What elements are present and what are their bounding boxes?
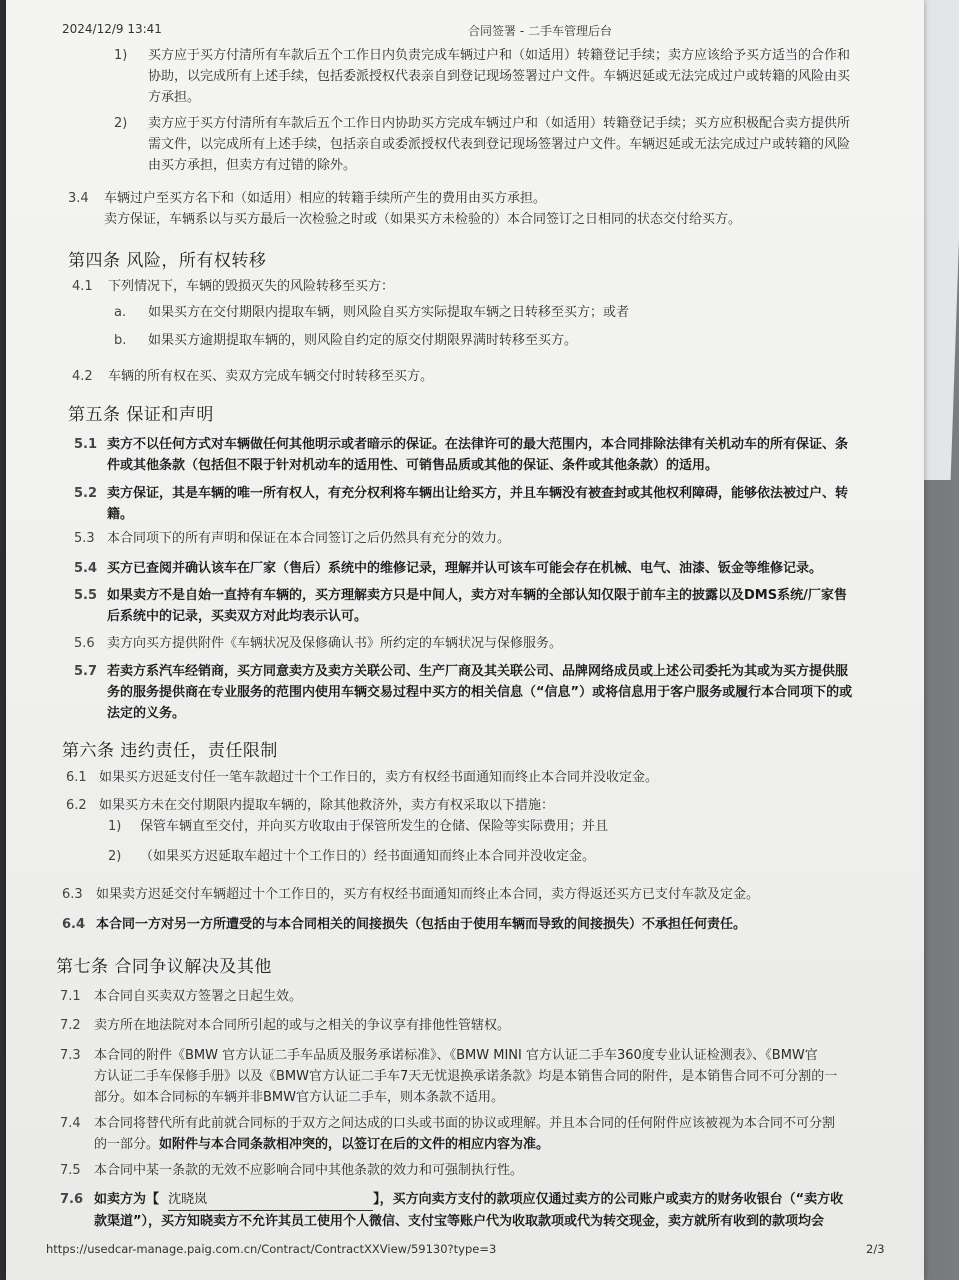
clause-text: 本合同中某一条款的无效不应影响合同中其他条款的效力和可强制执行性。 (94, 1163, 524, 1178)
text-line: 协助，以完成所有上述手续，包括委派授权代表亲自到登记现场签署过户文件。车辆迟延或无法完成过户或转籍的风险由买 (148, 69, 851, 84)
clause-text (107, 661, 852, 724)
clause-number: 5.6 (74, 636, 95, 651)
text-line: 法定的义务。 (107, 706, 186, 721)
clause-number: 7.5 (60, 1163, 81, 1178)
footer-url: https://usedcar-manage.paig.com.cn/Contract/ContractXXView/59130?type=3 (46, 1242, 497, 1256)
text-line: 若卖方系汽车经销商，买方同意卖方及卖方关联公司、生产厂商及其关联公司、品牌网络成员或上述公司委托为其或为买方提供服 (107, 664, 849, 679)
print-datetime: 2024/12/9 13:41 (62, 22, 162, 36)
clause-number: 3.4 (68, 191, 89, 206)
clause-number: 6.4 (62, 917, 86, 932)
text-line: 车辆过户至买方名下和（如适用）相应的转籍手续所产生的费用由买方承担。 (104, 191, 547, 206)
seller-name-value: 沈晓岚 (168, 1192, 208, 1207)
item-number: 1) (114, 48, 128, 63)
clause-text (104, 188, 741, 230)
clause-text: 本合同自买卖双方签署之日起生效。 (94, 989, 303, 1004)
clause-text (107, 483, 848, 525)
clause-number: 4.2 (72, 369, 93, 384)
text-line: 需文件，以完成所有上述手续，包括亲自或委派授权代表到登记现场签署过户文件。车辆迟延或无法完成过户或转籍的风险 (148, 137, 851, 152)
clause-text: 卖方所在地法院对本合同所引起的或与之相关的争议享有排他性管辖权。 (94, 1018, 511, 1033)
text-line: 卖方保证，其是车辆的唯一所有权人，有充分权利将车辆出让给买方，并且车辆没有被查封或其他权利障碍，能够依法被过户、转 (107, 486, 849, 501)
clause-number: 5.1 (74, 437, 98, 452)
seller-name-field (168, 1189, 373, 1211)
text-line: 方承担。 (148, 90, 201, 105)
sub-text: 保管车辆直至交付，并向买方收取由于保管所发生的仓储、保险等实际费用；并且 (140, 819, 609, 834)
page-number: 2/3 (866, 1242, 885, 1256)
text-line: 卖方应于买方付清所有车款后五个工作日内协助买方完成车辆过户和（如适用）转籍登记手续；买方应积极配合卖方提供所 (148, 116, 851, 131)
text-line: 如果卖方不是自始一直持有车辆的，买方理解卖方只是中间人，卖方对车辆的全部认知仅限于前车主的披露以及DMS系统/厂家售 (107, 588, 847, 603)
clause-text (94, 1113, 835, 1155)
text-line: 籍。 (107, 507, 134, 522)
sub-text: 如果买方逾期提取车辆的，则风险自约定的原交付期限界满时转移至买方。 (148, 333, 578, 348)
clause-text (94, 1189, 843, 1232)
clause-text (94, 1045, 837, 1108)
item-text (148, 113, 850, 176)
article-heading: 第六条 违约责任，责任限制 (62, 741, 278, 761)
clause-number: 5.3 (74, 531, 95, 546)
clause-text: 买方已查阅并确认该车在厂家（售后）系统中的维修记录，理解并认可该车可能会存在机械、电气、油漆、钣金等维修记录。 (107, 561, 823, 576)
clause-text: 卖方向买方提供附件《车辆状况及保修确认书》所约定的车辆状况与保修服务。 (107, 636, 563, 651)
text-line: 由买方承担，但卖方有过错的除外。 (148, 158, 357, 173)
text-line (94, 1134, 835, 1155)
clause-number: 7.4 (60, 1116, 81, 1131)
clause-number: 6.3 (62, 887, 83, 902)
clause-number: 5.5 (74, 588, 98, 603)
clause-number: 6.1 (66, 770, 87, 785)
text-line: 件或其他条款（包括但不限于针对机动车的适用性、可销售品质或其他的保证、条件或其他条款）的适用。 (107, 458, 719, 473)
text-line (94, 1189, 843, 1211)
sub-text: 如果买方在交付期限内提取车辆，则风险自买方实际提取车辆之日转移至买方；或者 (148, 305, 630, 320)
text-line: 后系统中的记录，买卖双方对此均表示认可。 (107, 609, 368, 624)
text-line: 买方应于买方付清所有车款后五个工作日内负责完成车辆过户和（如适用）转籍登记手续；卖方应该给予买方适当的合作和 (148, 48, 851, 63)
article-heading: 第七条 合同争议解决及其他 (56, 957, 272, 977)
text-line: 卖方不以任何方式对车辆做任何其他明示或者暗示的保证。在法律许可的最大范围内，本合同排除法律有关机动车的所有保证、条 (107, 437, 849, 452)
article-heading: 第四条 风险，所有权转移 (68, 251, 267, 271)
item-text (148, 45, 850, 108)
sub-number: b. (114, 333, 127, 348)
text-segment: 的一部分。 (94, 1137, 160, 1152)
clause-text: 如果买方迟延支付任一笔车款超过十个工作日的，卖方有权经书面通知而终止本合同并没收定金。 (99, 770, 659, 785)
clause-number: 5.2 (74, 486, 98, 501)
clause-text: 本合同项下的所有声明和保证在本合同签订之后仍然具有充分的效力。 (107, 531, 511, 546)
text-line: 方认证二手车保修手册》以及《BMW官方认证二手车7天无忧退换承诺条款》均是本销售合同的附件，是本销售合同不可分割的一 (94, 1069, 838, 1084)
clause-text: 下列情况下，车辆的毁损灭失的风险转移至买方： (108, 279, 395, 294)
clause-number: 7.3 (60, 1048, 81, 1063)
text-line: 务的服务提供商在专业服务的范围内使用车辆交易过程中买方的相关信息（“信息”）或将信息用于客户服务或履行本合同项下的或 (107, 685, 853, 700)
sub-number: 2) (108, 849, 122, 864)
clause-text: 车辆的所有权在买、卖双方完成车辆交付时转移至买方。 (108, 369, 434, 384)
text-segment: 如卖方为【 (94, 1192, 160, 1207)
text-line: 款渠道”），买方知晓卖方不允许其员工使用个人微信、支付宝等账户代为收取款项或代为转交现金，卖方就所有收到的款项均会 (94, 1214, 825, 1229)
clause-number: 5.7 (74, 664, 98, 679)
text-line: 本合同将替代所有此前就合同标的于双方之间达成的口头或书面的协议或理解。并且本合同的任何附件应该被视为本合同不可分割 (94, 1116, 836, 1131)
text-line: 部分。如本合同标的车辆并非BMW官方认证二手车，则本条款不适用。 (94, 1090, 504, 1105)
item-number: 2) (114, 116, 128, 131)
clause-text: 本合同一方对另一方所遭受的与本合同相关的间接损失（包括由于使用车辆而导致的间接损失）不承担任何责任。 (96, 917, 747, 932)
clause-text (107, 434, 848, 476)
clause-text: 如果买方未在交付期限内提取车辆的，除其他救济外，卖方有权采取以下措施： (99, 798, 555, 813)
clause-number: 4.1 (72, 279, 93, 294)
sub-text: （如果买方迟延取车超过十个工作日的）经书面通知而终止本合同并没收定金。 (140, 849, 596, 864)
sub-number: 1) (108, 819, 122, 834)
sub-number: a. (114, 305, 127, 320)
document-page (6, 0, 924, 1280)
clause-number: 7.2 (60, 1018, 81, 1033)
bold-text-segment: 如附件与本合同条款相冲突的，以签订在后的文件的相应内容为准。 (159, 1137, 550, 1152)
print-title: 合同签署 - 二手车管理后台 (468, 24, 612, 38)
clause-number: 7.1 (60, 989, 81, 1004)
clause-number: 6.2 (66, 798, 87, 813)
text-line: 本合同的附件《BMW 官方认证二手车品质及服务承诺标准》、《BMW MINI 官方认证二手车360度专业认证检测表》、《BMW官 (94, 1048, 818, 1063)
clause-number: 7.6 (60, 1192, 84, 1207)
clause-number: 5.4 (74, 561, 98, 576)
clause-text: 如果卖方迟延交付车辆超过十个工作日的，买方有权经书面通知而终止本合同，卖方得返还买方已支付车款及定金。 (96, 887, 760, 902)
article-heading: 第五条 保证和声明 (68, 405, 214, 425)
text-segment: 】，买方向卖方支付的款项应仅通过卖方的公司账户或卖方的财务收银台（“卖方收 (373, 1192, 844, 1207)
clause-text (107, 585, 847, 627)
text-line: 卖方保证，车辆系以与买方最后一次检验之时或（如果买方未检验的）本合同签订之日相同的状态交付给买方。 (104, 212, 742, 227)
